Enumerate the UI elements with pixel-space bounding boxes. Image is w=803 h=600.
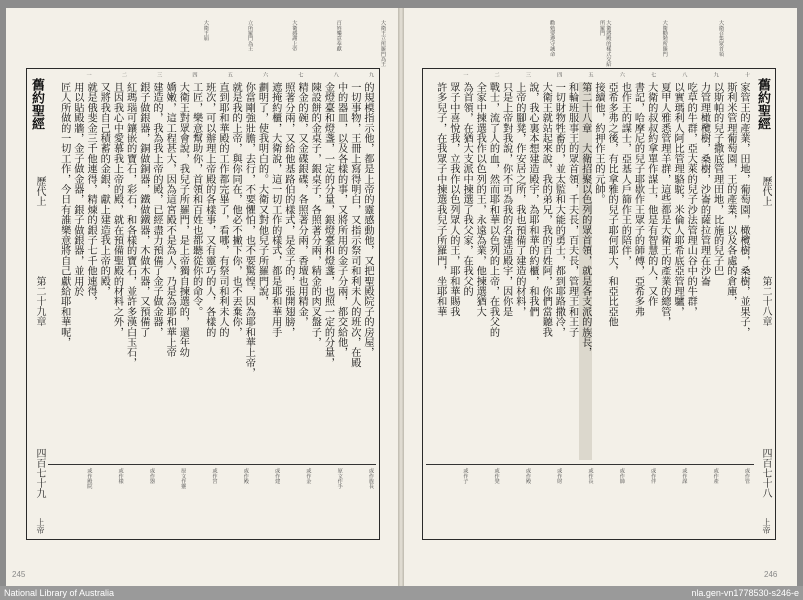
text-column: 大衛的叔叔約拿單作謀士，他是有智慧的人，又作 (645, 82, 657, 307)
left-bottom-notes (52, 468, 374, 534)
text-column: 夏甲人雅悉管理羊群，這些都是大衛王的產業的總管， (658, 82, 670, 327)
text-column: 陳設餅的金桌子，銀桌子，各照著分兩，精金的肉叉盤子， (309, 82, 321, 348)
right-page-number: 四百七十八 (760, 448, 771, 498)
text-column: 吃草的牛群，亞大萊的兒子沙法管理山谷中的牛群， (685, 82, 697, 317)
text-column: 斯利米管理葡萄園，王的產業，以及各處的倉庫， (724, 82, 736, 307)
verse-marker: 六 (618, 72, 625, 78)
left-notes-rule (48, 464, 376, 465)
footnote: 或作金 (305, 468, 312, 484)
top-note: 百姓樂意奉獻 (335, 20, 342, 52)
text-column: 匠人所做的一切工作，今日有誰樂意將自己獻給耶和華呢， (58, 82, 70, 348)
text-column: 力管理橄欖樹，桑樹，沙崙的薩拉管理在沙崙 (698, 82, 710, 286)
verse-marker: 六 (262, 72, 269, 78)
verse-marker: 五 (226, 72, 233, 78)
footer-library-name: National Library of Australia (4, 588, 115, 598)
left-running-title: 舊約聖經 (29, 78, 44, 130)
verse-marker: 八 (332, 72, 339, 78)
verse-marker: 三 (156, 72, 163, 78)
verse-marker: 八 (681, 72, 688, 78)
footnote: 原文作手 (336, 468, 343, 489)
top-note: 大衛召集眾首領 (718, 20, 724, 57)
text-column: 戰士，流了人的血，然而耶和華以色列的上帝，在我父的 (487, 82, 499, 337)
left-page-number: 四百七十九 (34, 448, 45, 498)
top-note: 大衛王崩 (202, 20, 209, 41)
right-seal: 上帝 (762, 518, 771, 534)
right-section: 歷代上 (760, 176, 771, 206)
text-column: 就是俄斐金三千他連得，精煉的銀子七千他連得， (85, 82, 97, 307)
left-verse-markers (52, 72, 374, 80)
left-chapter: 第二十九章 (34, 276, 45, 326)
text-column: 又將我自己積蓄的金銀，獻上建造我上帝的殿， (98, 82, 110, 297)
verse-marker: 五 (587, 72, 594, 78)
top-note: 大衛王立所羅門為王 (380, 20, 386, 67)
text-column: 和輪班服事王的眾首領，千夫長，百夫長，管理王和王子 (566, 82, 578, 337)
top-note: 大衛將殿的樣式交給所羅門 (599, 20, 612, 67)
right-chapter: 第二十八章 (760, 276, 771, 326)
text-column: 用以貼殿牆，金子做金器，銀子做銀器，並用於 (71, 82, 83, 297)
text-column: 直到耶和華殿的工作都完畢了，看哪，有祭司和利未人的 (216, 82, 228, 337)
top-note: 立所羅門為王 (247, 20, 254, 52)
right-pencil-note: 246 (764, 570, 778, 579)
footnote: 或作建 (274, 468, 281, 484)
text-column: 以實瑪利人阿比管理駱駝，米倫人耶希底亞管理驢， (672, 82, 684, 317)
verse-marker: 四 (556, 72, 563, 78)
footnote: 或作管 (744, 468, 750, 484)
top-note: 大衛感謝上帝 (291, 20, 298, 52)
right-verse-markers (428, 72, 750, 80)
top-note: 勸勉要遵守誡命 (549, 20, 556, 57)
text-column: 金燈臺和燈盞，一定的分量，銀燈臺和燈盞，也照一定的分量， (322, 82, 334, 368)
footnote: 或作謀 (681, 468, 688, 484)
verse-marker: 二 (493, 72, 500, 78)
text-column: 亞希多弗之後，有比拿雅的兒子耶何耶大，和亞比亞他 (606, 82, 618, 327)
verse-marker: 一 (85, 72, 92, 78)
text-column: 建造的，我為我上帝的殿，已經盡力預備了金子做金器， (151, 82, 162, 337)
text-column: 一切事物，王冊上寫得明白，又指示祭司和利未人的班次，在殿 (348, 82, 360, 368)
text-column: 書記，哈摩尼的兒子耶歇作王眾子的師傅，亞希多弗 (632, 82, 644, 317)
footnote: 或作族長 (368, 468, 374, 489)
text-column: 你當剛強壯膽，去行，不要懼怕，也不要驚惶，因為耶和華上帝， (243, 82, 255, 378)
footnote: 或作子 (462, 468, 469, 484)
right-body-text (428, 82, 750, 460)
verse-marker: 七 (650, 72, 657, 78)
text-column: 就是我的上帝，與你同在，他必不撇下你，也不丟棄你， (230, 82, 242, 337)
footnote: 或作帥 (618, 468, 625, 484)
left-top-notes (86, 20, 386, 68)
footnote: 或作產 (712, 468, 719, 484)
right-page (404, 8, 797, 586)
verse-marker: 十 (744, 72, 750, 78)
verse-marker: 七 (297, 72, 304, 78)
text-column: 精金的碗，又金碟銀碟，各照著分兩，香壇也用精金， (296, 82, 308, 327)
text-column: 銀子做銀器，銅做銅器，鐵做鐵器，木做木器，又預備了 (137, 82, 149, 337)
text-column: 以斯帕的兒子撒底管理田地，比施的兒子巴 (711, 82, 723, 276)
text-column: 紅瑪瑙可鑲嵌的寶石，彩石，和各樣的寶石，並許多漢白玉石， (124, 82, 136, 368)
footnote: 或作長 (587, 468, 594, 484)
footnote: 或作殿 (524, 468, 531, 484)
text-column: 為首領，在猶大支派中揀選了我父家，在我父的 (461, 82, 473, 297)
text-column: 許多兒子，在我眾子中揀選我兒子所羅門，坐耶和華 (434, 82, 446, 317)
text-column: 照著分兩，又給他基路伯的樣式，是金子的，張開翅膀， (282, 82, 294, 337)
viewer-footer (0, 586, 803, 600)
footnote: 或作樣 (117, 468, 124, 484)
text-column: 劃明了，使我明白的。大衛又對他兒子所羅門說， (256, 82, 268, 307)
text-column: 工匠，樂意幫助你，首領和百姓也都聽從你的命令。 (190, 82, 202, 317)
text-column: 上帝的腳凳，作安居之所，我也預備了建造的材料， (513, 82, 525, 317)
left-pencil-note: 245 (12, 570, 26, 579)
footnote: 或作凳 (493, 468, 500, 484)
verse-marker: 一 (462, 72, 469, 78)
right-notes-rule (426, 464, 754, 465)
book-spread (6, 8, 797, 586)
text-column: 遮掩約櫃，大衛說，這一切工作的樣式，都是耶和華用手 (269, 82, 281, 337)
text-column: 接續他，約押作王的元帥。 (592, 82, 604, 205)
footnote: 或作殿院 (86, 468, 93, 489)
text-column: 眾子中喜悅我，立我作以色列眾人的王，耶和華賜我 (447, 82, 459, 317)
text-column: 一切財物牲畜的，並太監和大能的勇士，都到耶路撒冷， (553, 82, 565, 337)
left-seal: 上帝 (36, 518, 45, 534)
verse-marker: 九 (712, 72, 719, 78)
footnote: 原文作靈 (180, 468, 187, 489)
chapter-heading-column: 第二十八章 大衛招聚以色列的眾首領，就是各支派的族長， (579, 82, 592, 460)
footnote: 或作殿 (242, 468, 249, 484)
text-column: 大衛王對眾會說，我兒子所羅門，是上帝獨自揀選的，還年幼 (177, 82, 189, 358)
footnote: 或作宮 (211, 468, 218, 484)
text-column: 家管王的產業，田地，葡萄園，橄欖樹，桑樹，並果子， (738, 82, 749, 337)
text-column: 嬌嫩，這工程甚大，因為這宮殿不是為人，乃是為耶和華上帝 (164, 82, 176, 358)
text-column: 的規模指示他，都是上帝的靈感動他，又把聖殿院子的房屋， (362, 82, 373, 358)
verse-marker: 三 (524, 72, 531, 78)
left-section: 歷代上 (34, 176, 45, 206)
left-page (6, 8, 398, 586)
verse-marker: 二 (120, 72, 127, 78)
left-body-text (52, 82, 374, 460)
right-running-title: 舊約聖經 (755, 78, 770, 130)
footnote: 或作器 (148, 468, 155, 484)
text-column: 也作王的謀士，亞基人戶篩作王的陪伴， (619, 82, 631, 266)
footnote: 或作財 (556, 468, 563, 484)
footnote: 或作伴 (650, 468, 657, 484)
verse-marker: 九 (368, 72, 374, 78)
top-note: 大衛勸勉所羅門 (661, 20, 668, 57)
text-column: 班次，可以辦理上帝殿的各樣事，又有靈巧的人，各樣的 (203, 82, 215, 337)
text-column: 且因我心中愛慕我上帝的殿，就在預備聖殿的材料之外， (111, 82, 123, 337)
text-column: 只是上帝對我說，你不可為我的名建造殿宇，因你是 (500, 82, 512, 317)
text-column: 中的器皿，以及各樣的事，又將所用的金子分兩，都交給他， (335, 82, 347, 358)
text-column: 大衛王就站起來說，我的弟兄，我的百姓阿，你們當聽我 (540, 82, 552, 337)
right-bottom-notes (428, 468, 750, 534)
right-top-notes (424, 20, 724, 68)
text-column: 全家中揀選我作以色列的王，永遠為業，他揀選猶大 (474, 82, 486, 317)
footer-item-id: nla.gen-vn1778530-s246-e (691, 588, 799, 598)
verse-marker: 四 (191, 72, 198, 78)
text-column: 說，我心裏本想建造殿宇，為耶和華的約櫃，和我們 (527, 82, 538, 317)
